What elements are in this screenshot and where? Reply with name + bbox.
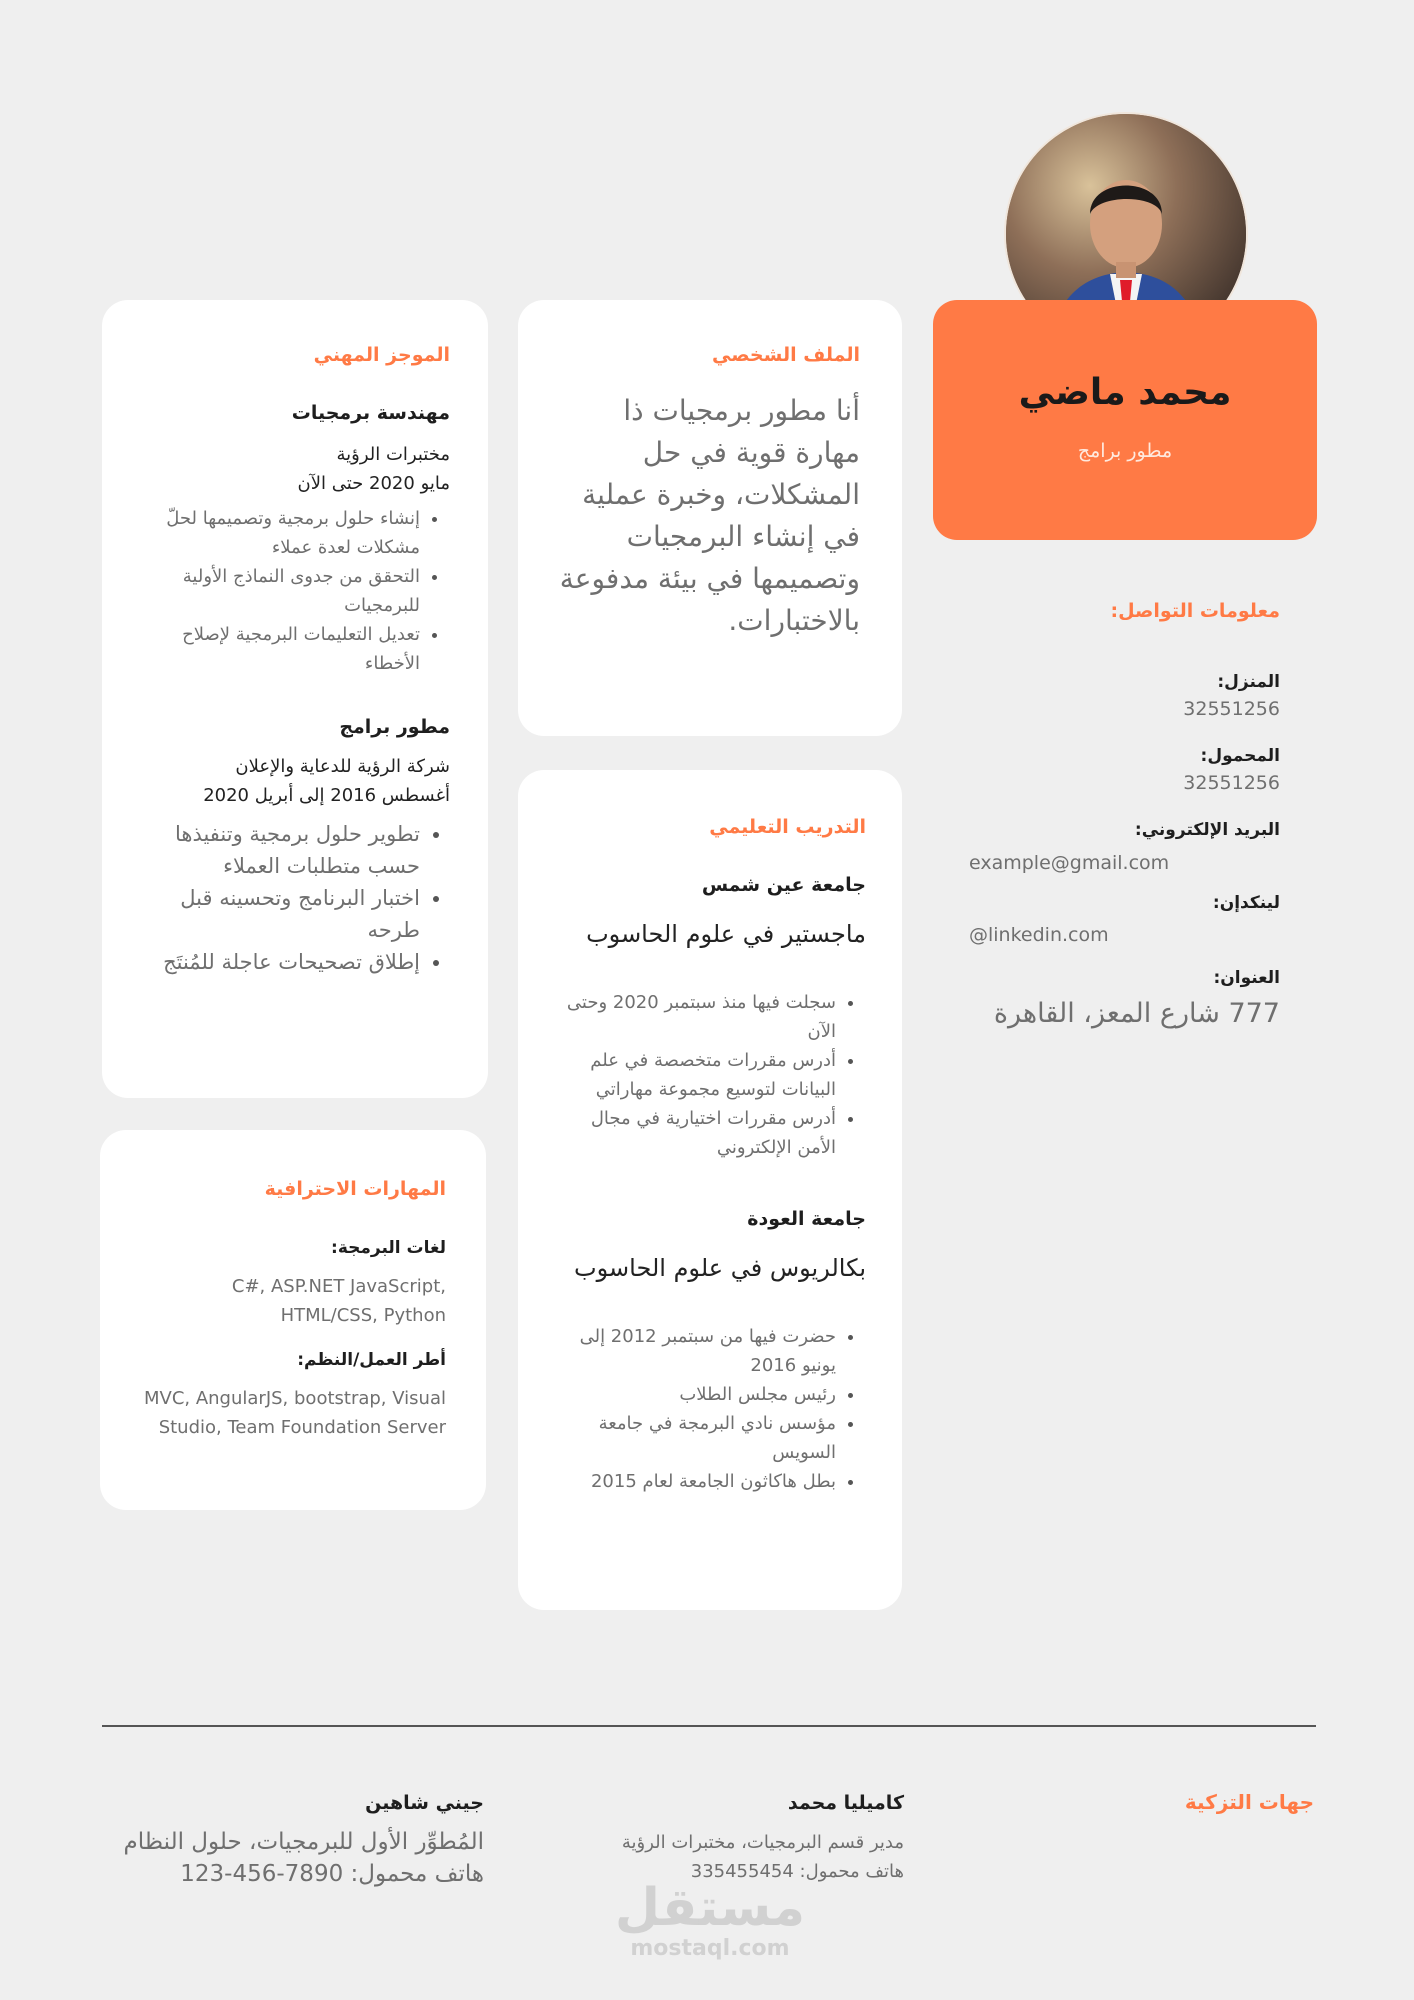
school-1-name: جامعة عين شمس — [701, 874, 866, 896]
profile-card — [518, 300, 902, 736]
references-heading: جهات التزكية — [1184, 1790, 1314, 1814]
school-1-bullets — [548, 988, 866, 1162]
list-item: • أدرس مقررات متخصصة في علم البيانات لتوسيع مجموعة مهاراتي — [548, 1046, 836, 1104]
contact-home — [960, 672, 1280, 720]
contact-address — [960, 968, 1280, 1029]
email-value[interactable]: example@gmail.com — [969, 852, 1170, 874]
school-2-bullets — [548, 1322, 866, 1496]
list-item: • تطوير حلول برمجية وتنفيذها حسب متطلبات العملاء — [134, 818, 420, 882]
contact-mobile — [960, 746, 1280, 794]
profile-text: أنا مطور برمجيات ذا مهارة قوية في حل المشكلات، وخبرة عملية في إنشاء البرمجيات وتصميمها في بيئة مدفوعة بالاختبارات. — [559, 394, 860, 637]
contact-heading: معلومات التواصل: — [1110, 600, 1280, 622]
frameworks-value: MVC, AngularJS, bootstrap, Visual Studio, Team Foundation Server — [143, 1388, 446, 1438]
watermark-domain: mostaql.com — [630, 1936, 790, 1961]
list-item: • تعديل التعليمات البرمجية لإصلاح الأخطاء — [134, 620, 420, 678]
contact-linkedin — [960, 893, 1280, 913]
list-item: • التحقق من جدوى النماذج الأولية للبرمجيات — [134, 562, 420, 620]
job-2-company: شركة الرؤية للدعاية والإعلان — [235, 756, 450, 777]
reference-1 — [524, 1792, 904, 1886]
address-value: 777 شارع المعز، القاهرة — [993, 998, 1280, 1029]
job-2-bullets — [134, 818, 450, 978]
list-item: • إنشاء حلول برمجية وتصميمها لحلّ مشكلات لعدة عملاء — [134, 504, 420, 562]
school-2-name: جامعة العودة — [747, 1208, 866, 1230]
education-heading: التدريب التعليمي — [709, 816, 866, 838]
list-item: • إطلاق تصحيحات عاجلة للمُنتَج — [134, 946, 420, 978]
skills-heading: المهارات الاحترافية — [264, 1178, 446, 1200]
school-1-degree: ماجستير في علوم الحاسوب — [586, 920, 866, 948]
profile-heading: الملف الشخصي — [711, 344, 860, 366]
list-item: • سجلت فيها منذ سبتمبر 2020 وحتى الآن — [548, 988, 836, 1046]
job-1-bullets — [134, 504, 450, 678]
mobile-value: 32551256 — [1183, 772, 1280, 794]
reference-2-name: جيني شاهين — [365, 1792, 484, 1814]
watermark-brand: مستقل — [614, 1878, 806, 1938]
list-item: • حضرت فيها من سبتمبر 2012 إلى يونيو 2016 — [548, 1322, 836, 1380]
list-item: • أدرس مقررات اختيارية في مجال الأمن الإلكتروني — [548, 1104, 836, 1162]
job-1-company: مختبرات الرؤية — [336, 444, 450, 465]
job-title: مطور برامج — [1077, 440, 1173, 462]
address-label: العنوان: — [1213, 968, 1280, 988]
contact-email — [960, 820, 1280, 840]
list-item: • مؤسس نادي البرمجة في جامعة السويس — [548, 1409, 836, 1467]
list-item: • بطل هاكاثون الجامعة لعام 2015 — [548, 1467, 836, 1496]
person-name: محمد ماضي — [1018, 372, 1232, 413]
profile-header — [933, 300, 1317, 540]
education-card — [518, 770, 902, 1610]
reference-2-phone: هاتف محمول: 7890-456-123 — [180, 1861, 484, 1887]
reference-1-name: كاميليا محمد — [787, 1792, 904, 1814]
list-item: • رئيس مجلس الطلاب — [548, 1380, 836, 1409]
mobile-label: المحمول: — [1200, 746, 1280, 766]
school-2-degree: بكالريوس في علوم الحاسوب — [574, 1254, 866, 1282]
career-heading: الموجز المهني — [313, 344, 450, 366]
contact-section — [960, 600, 1280, 622]
watermark — [600, 1880, 820, 1961]
list-item: • اختبار البرنامج وتحسينه قبل طرحه — [134, 882, 420, 946]
linkedin-value[interactable]: @linkedin.com — [969, 924, 1109, 946]
job-2-title: مطور برامج — [339, 716, 450, 738]
job-2-period: أغسطس 2016 إلى أبريل 2020 — [203, 785, 450, 806]
skills-card — [100, 1130, 486, 1510]
languages-value: C#, ASP.NET JavaScript, HTML/CSS, Python — [231, 1276, 446, 1326]
career-card — [102, 300, 488, 1098]
email-label: البريد الإلكتروني: — [1134, 820, 1280, 840]
reference-2 — [84, 1792, 484, 1890]
reference-1-phone: هاتف محمول: 335455454 — [690, 1861, 904, 1882]
home-label: المنزل: — [1217, 672, 1280, 692]
frameworks-label: أطر العمل/النظم: — [297, 1350, 446, 1370]
reference-2-role: المُطوِّر الأول للبرمجيات، حلول النظام — [123, 1829, 484, 1855]
home-value: 32551256 — [1183, 698, 1280, 720]
languages-label: لغات البرمجة: — [331, 1238, 446, 1258]
job-1-period: مايو 2020 حتى الآن — [297, 473, 450, 494]
job-1-title: مهندسة برمجيات — [291, 402, 450, 424]
reference-1-role: مدير قسم البرمجيات، مختبرات الرؤية — [621, 1832, 904, 1853]
footer-divider — [102, 1725, 1316, 1727]
linkedin-label: لينكدإن: — [1212, 893, 1280, 913]
